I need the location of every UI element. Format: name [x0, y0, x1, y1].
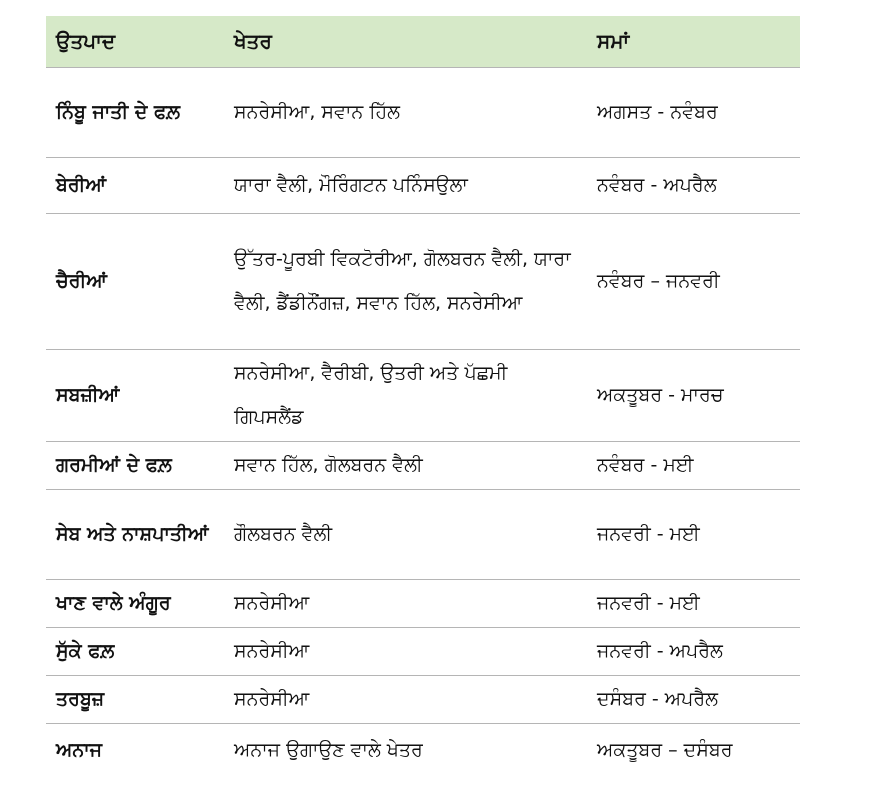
product-cell: ਬੇਰੀਆਂ — [46, 157, 224, 213]
product-cell: ਖਾਣ ਵਾਲੇ ਅੰਗੂਰ — [46, 579, 224, 627]
time-cell: ਨਵੰਬਰ - ਅਪਰੈਲ — [587, 157, 800, 213]
header-time: ਸਮਾਂ — [587, 16, 800, 67]
region-cell: ਸਨਰੇਸੀਆ — [224, 579, 587, 627]
time-cell: ਅਕਤੂਬਰ - ਮਾਰਚ — [587, 349, 800, 441]
table-row — [46, 441, 800, 489]
table-row — [46, 67, 800, 157]
product-cell: ਚੈਰੀਆਂ — [46, 213, 224, 349]
time-cell: ਅਕਤੂਬਰ – ਦਸੰਬਰ — [597, 739, 733, 762]
table-header — [46, 16, 800, 67]
time-cell: ਦਸੰਬਰ - ਅਪਰੈਲ — [587, 675, 800, 723]
time-cell: ਜਨਵਰੀ - ਮਈ — [587, 579, 800, 627]
product-cell: ਸੇਬ ਅਤੇ ਨਾਸ਼ਪਾਤੀਆਂ — [46, 489, 224, 579]
header-row — [46, 16, 800, 67]
header-product: ਉਤਪਾਦ — [46, 16, 224, 67]
time-cell: ਜਨਵਰੀ - ਮਈ — [587, 489, 800, 579]
region-cell: ਸਨਰੇਸੀਆ, ਸਵਾਨ ਹਿੱਲ — [224, 67, 587, 157]
produce-season-table — [46, 16, 800, 777]
region-cell: ਸਨਰੇਸੀਆ — [224, 675, 587, 723]
region-cell: ਉੱਤਰ-ਪੂਰਬੀ ਵਿਕਟੋਰੀਆ, ਗੋਲਬਰਨ ਵੈਲੀ, ਯਾਰਾ ਵੈਲੀ, ਡੈਂਡੀਨੌਂਗਜ਼, ਸਵਾਨ ਹਿੱਲ, ਸਨਰੇਸੀਆ — [224, 213, 587, 349]
table-row — [46, 489, 800, 579]
region-cell: ਸਨਰੇਸੀਆ — [224, 627, 587, 675]
time-cell: ਅਗਸਤ - ਨਵੰਬਰ — [587, 67, 800, 157]
table-row — [46, 349, 800, 441]
product-cell: ਤਰਬੂਜ਼ — [46, 675, 224, 723]
region-cell: ਸਵਾਨ ਹਿੱਲ, ਗੋਲਬਰਨ ਵੈਲੀ — [224, 441, 587, 489]
header-region: ਖੇਤਰ — [224, 16, 587, 67]
region-cell: ਗੌਲਬਰਨ ਵੈਲੀ — [224, 489, 587, 579]
region-cell: ਅਨਾਜ ਉਗਾਉਣ ਵਾਲੇ ਖੇਤਰ — [234, 739, 423, 762]
product-cell: ਸਬਜ਼ੀਆਂ — [46, 349, 224, 441]
table-row — [46, 579, 800, 627]
table-row — [46, 157, 800, 213]
region-cell: ਯਾਰਾ ਵੈਲੀ, ਮੌਰਿੰਗਟਨ ਪਨਿੰਸਉਲਾ — [224, 157, 587, 213]
time-cell: ਨਵੰਬਰ - ਮਈ — [587, 441, 800, 489]
product-cell: ਅਨਾਜ — [56, 739, 103, 762]
region-cell: ਸਨਰੇਸੀਆ, ਵੈਰੀਬੀ, ਉਤਰੀ ਅਤੇ ਪੱਛਮੀ ਗਿਪਸਲੈਂਡ — [224, 349, 587, 441]
product-cell: ਗਰਮੀਆਂ ਦੇ ਫਲ਼ — [46, 441, 224, 489]
table-row — [46, 723, 800, 777]
table-row — [46, 675, 800, 723]
table-row — [46, 213, 800, 349]
product-cell: ਨਿੰਬੂ ਜਾਤੀ ਦੇ ਫਲ਼ — [46, 67, 224, 157]
table-body — [46, 67, 800, 777]
table-row — [46, 627, 800, 675]
time-cell: ਜਨਵਰੀ - ਅਪਰੈਲ — [587, 627, 800, 675]
product-cell: ਸੁੱਕੇ ਫਲ਼ — [46, 627, 224, 675]
time-cell: ਨਵੰਬਰ – ਜਨਵਰੀ — [587, 213, 800, 349]
